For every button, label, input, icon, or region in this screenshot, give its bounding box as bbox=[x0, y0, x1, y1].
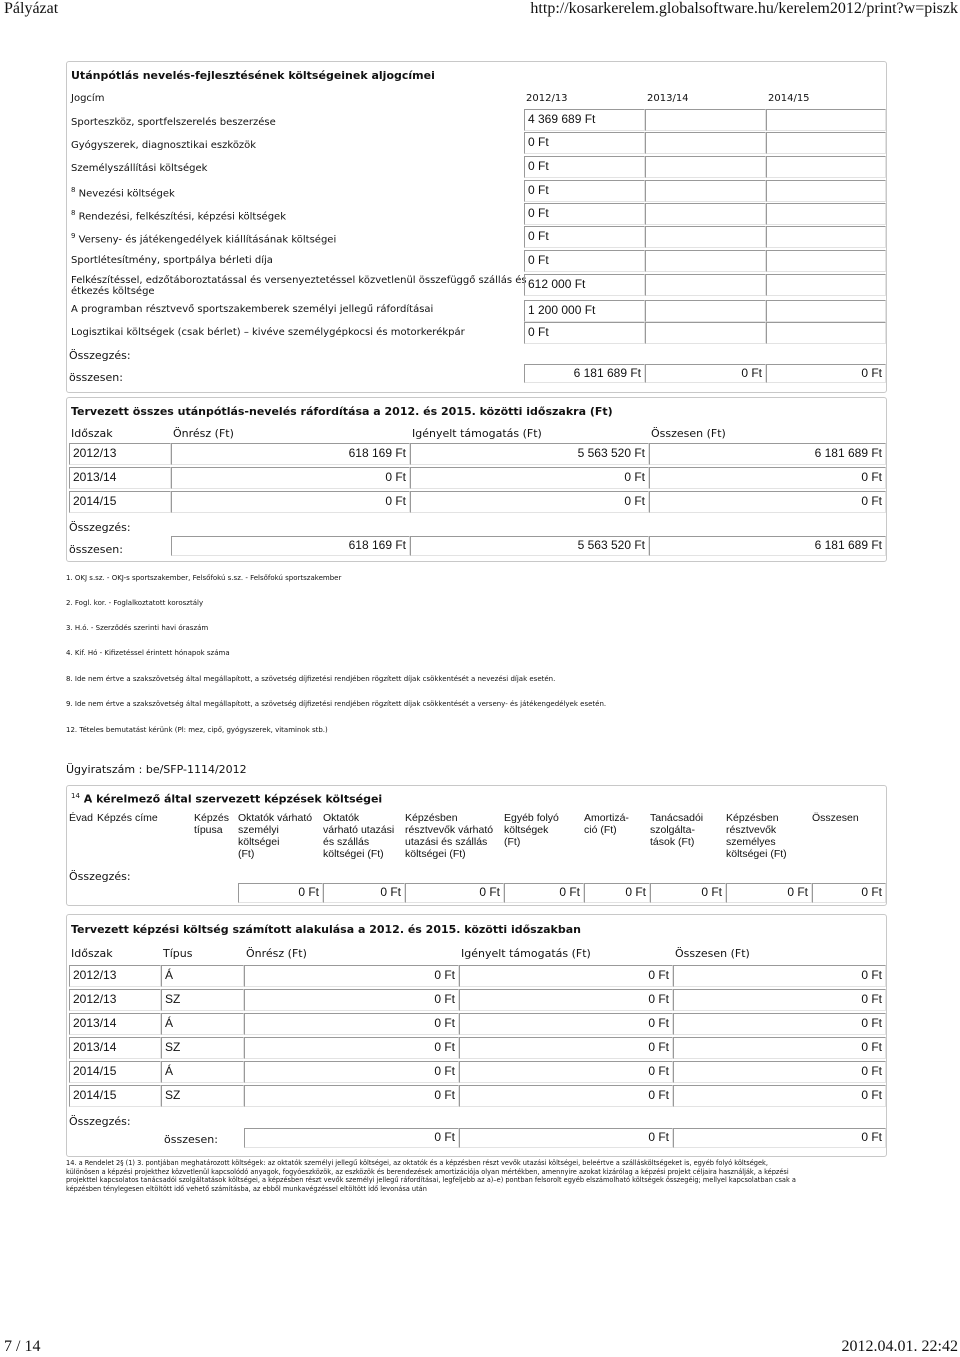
total-cell: 0 Ft bbox=[649, 491, 886, 513]
requested-cell: 0 Ft bbox=[410, 467, 649, 489]
period-cell: 2014/15 bbox=[69, 1061, 161, 1083]
footnote-line: képzésben ténylegesen eltöltött idő vehető számításba, az ebből munkavégzéssel eltöltött idő levonása után bbox=[66, 1184, 427, 1193]
requested-cell: 0 Ft bbox=[459, 1013, 673, 1035]
col-header-2014-15: 2014/15 bbox=[768, 93, 810, 104]
own-share-cell: 0 Ft bbox=[244, 1013, 459, 1035]
col-header bbox=[97, 812, 158, 824]
own-share-cell: 0 Ft bbox=[244, 965, 459, 987]
value-2014-15 bbox=[766, 109, 886, 131]
note-line: 9. Ide nem értve a szakszövetség által megállapított, a szövetség díjfizetési rendjében rögzített díjak csökkentését a verseny- és játékengedélyek esetén. bbox=[66, 700, 607, 708]
summary-label: Összegzés: bbox=[69, 870, 131, 883]
col-header-line: résztvevők várható bbox=[405, 824, 494, 836]
col-header-line: szolgálta- bbox=[650, 824, 695, 836]
total-cell: 0 Ft bbox=[673, 965, 886, 987]
col-header bbox=[405, 812, 493, 860]
col-header-line: költségek bbox=[504, 824, 549, 836]
col-header bbox=[194, 812, 229, 836]
period-cell: 2014/15 bbox=[69, 491, 171, 513]
col-header bbox=[323, 812, 394, 860]
col-header-line: résztvevők bbox=[726, 824, 777, 836]
own-share-cell: 0 Ft bbox=[171, 467, 410, 489]
col-header bbox=[238, 812, 312, 860]
col-header-line: (Ft) bbox=[238, 848, 255, 860]
period-cell: 2013/14 bbox=[69, 1013, 161, 1035]
period-cell: 2012/13 bbox=[69, 443, 171, 465]
col-header-line: és szállás bbox=[323, 836, 370, 848]
col-header-line: Képzés bbox=[194, 812, 230, 824]
total-own-share: 0 Ft bbox=[244, 1128, 459, 1148]
value-2013-14 bbox=[645, 132, 766, 154]
col-header-own-share: Önrész (Ft) bbox=[246, 947, 307, 960]
total-cell: 0 Ft bbox=[673, 1085, 886, 1107]
value-2012-13: 0 Ft bbox=[524, 250, 645, 272]
row-label bbox=[71, 140, 256, 151]
value-2012-13: 0 Ft bbox=[524, 156, 645, 178]
total-requested: 0 Ft bbox=[459, 1128, 673, 1148]
note-line: 4. Kif. Hó - Kifizetéssel érintett hónapok száma bbox=[66, 649, 230, 657]
col-header-line: Oktatók bbox=[323, 812, 360, 824]
title-footnote-mark: 14 bbox=[71, 792, 80, 800]
section-planned-total bbox=[66, 397, 887, 562]
total-label: összesen: bbox=[164, 1133, 218, 1146]
value-2012-13: 4 369 689 Ft bbox=[524, 109, 645, 131]
total-2013-14: 0 Ft bbox=[645, 364, 766, 383]
total-overall: 6 181 689 Ft bbox=[649, 536, 886, 556]
value-2013-14 bbox=[645, 250, 766, 272]
requested-cell: 0 Ft bbox=[459, 1085, 673, 1107]
period-cell: 2013/14 bbox=[69, 467, 171, 489]
row-label bbox=[71, 186, 175, 199]
col-header-line: költségei (Ft) bbox=[405, 848, 466, 860]
own-share-cell: 0 Ft bbox=[244, 1085, 459, 1107]
value-2012-13: 1 200 000 Ft bbox=[524, 300, 645, 322]
section-training-cost-calc bbox=[66, 914, 887, 1157]
col-header-total: Összesen (Ft) bbox=[651, 427, 726, 440]
col-header-line: Képzés címe bbox=[97, 812, 158, 824]
col-header-line: költségei (Ft) bbox=[323, 848, 384, 860]
footnote-mark: 9 bbox=[71, 232, 76, 240]
col-header bbox=[504, 812, 559, 848]
value-2013-14 bbox=[645, 109, 766, 131]
training-total-cell: 0 Ft bbox=[812, 883, 886, 903]
row-label-text: Nevezési költségek bbox=[78, 188, 175, 200]
requested-cell: 5 563 520 Ft bbox=[410, 443, 649, 465]
col-header-2013-14: 2013/14 bbox=[647, 93, 689, 104]
value-2014-15 bbox=[766, 300, 886, 322]
footnote-line: projekttel kapcsolatos tanácsadói szolgáltatások költségei, a képzésben részt vevők személyi jellegű ráfordításai, legfeljebb az a)–e) pontban felsorolt egyéb elszámolható költségek összegéig; mellyel kapcsolatban csak a bbox=[66, 1176, 796, 1184]
own-share-cell: 0 Ft bbox=[244, 989, 459, 1011]
value-2013-14 bbox=[645, 300, 766, 322]
col-header-total: Összesen (Ft) bbox=[675, 947, 750, 960]
requested-cell: 0 Ft bbox=[410, 491, 649, 513]
col-header-line: Összesen bbox=[812, 812, 859, 824]
summary-label: Összegzés: bbox=[69, 1115, 131, 1128]
footnote-line: különösen a képzési projekthez közvetlenül kapcsolódó anyagok, fogyóeszközök, az eszközök és berendezések amortizációja olyan mértékben, amennyire azokat kizárólag a képzési projekt céljaira használják, a képzési bbox=[66, 1167, 789, 1176]
row-label bbox=[71, 232, 336, 245]
value-2013-14 bbox=[645, 226, 766, 248]
row-label bbox=[71, 209, 286, 222]
col-header-requested: Igényelt támogatás (Ft) bbox=[461, 947, 591, 960]
col-header-line: tások (Ft) bbox=[650, 836, 695, 848]
value-2012-13: 0 Ft bbox=[524, 132, 645, 154]
training-total-cell: 0 Ft bbox=[323, 883, 405, 903]
value-2014-15 bbox=[766, 132, 886, 154]
training-total-cell: 0 Ft bbox=[405, 883, 504, 903]
summary-label: Összegzés: bbox=[69, 521, 131, 534]
col-header-type: Típus bbox=[163, 947, 193, 960]
type-cell: SZ bbox=[161, 1085, 244, 1107]
type-cell: Á bbox=[161, 1061, 244, 1083]
requested-cell: 0 Ft bbox=[459, 965, 673, 987]
col-header-line: költségei (Ft) bbox=[726, 848, 787, 860]
section-cost-subcategories bbox=[66, 61, 887, 393]
value-2013-14 bbox=[645, 180, 766, 202]
col-header-line: költségei bbox=[238, 836, 280, 848]
col-header-2012-13: 2012/13 bbox=[526, 93, 568, 104]
total-cell: 0 Ft bbox=[673, 1037, 886, 1059]
row-label-text: Rendezési, felkészítési, képzési költségek bbox=[78, 211, 286, 223]
value-2013-14 bbox=[645, 322, 766, 344]
value-2014-15 bbox=[766, 322, 886, 344]
col-header-line: Tanácsadói bbox=[650, 812, 704, 824]
note-line: 12. Tételes bemutatást kérünk (Pl: mez, cipő, gyógyszerek, vitaminok stb.) bbox=[66, 726, 328, 734]
row-label-text: Sportlétesítmény, sportpálya bérleti díja bbox=[71, 255, 273, 266]
total-own-share: 618 169 Ft bbox=[171, 536, 410, 556]
own-share-cell: 0 Ft bbox=[244, 1037, 459, 1059]
period-cell: 2012/13 bbox=[69, 965, 161, 987]
own-share-cell: 618 169 Ft bbox=[171, 443, 410, 465]
col-header-line: személyi bbox=[238, 824, 279, 836]
total-label: összesen: bbox=[69, 371, 123, 384]
value-2014-15 bbox=[766, 156, 886, 178]
value-2014-15 bbox=[766, 203, 886, 225]
col-header-line: várható utazási bbox=[323, 824, 395, 836]
value-2013-14 bbox=[645, 203, 766, 225]
value-2012-13: 0 Ft bbox=[524, 322, 645, 344]
total-overall: 0 Ft bbox=[673, 1128, 886, 1148]
total-cell: 0 Ft bbox=[673, 989, 886, 1011]
summary-label: Összegzés: bbox=[69, 349, 131, 362]
col-header-requested: Igényelt támogatás (Ft) bbox=[412, 427, 542, 440]
value-2014-15 bbox=[766, 250, 886, 272]
col-header bbox=[812, 812, 859, 824]
training-total-cell: 0 Ft bbox=[504, 883, 584, 903]
type-cell: Á bbox=[161, 965, 244, 987]
row-label bbox=[71, 163, 207, 174]
total-cell: 0 Ft bbox=[649, 467, 886, 489]
value-2014-15 bbox=[766, 226, 886, 248]
section-title: Utánpótlás nevelés-fejlesztésének költségeinek aljogcímei bbox=[71, 69, 435, 82]
section-title bbox=[71, 792, 382, 806]
section-title: Tervezett képzési költség számított alakulása a 2012. és 2015. közötti időszakban bbox=[71, 923, 581, 936]
col-header bbox=[584, 812, 629, 836]
own-share-cell: 0 Ft bbox=[244, 1061, 459, 1083]
requested-cell: 0 Ft bbox=[459, 1037, 673, 1059]
value-2012-13: 0 Ft bbox=[524, 180, 645, 202]
training-total-cell: 0 Ft bbox=[584, 883, 650, 903]
row-label-text: Sporteszköz, sportfelszerelés beszerzése bbox=[71, 117, 276, 128]
col-header-line: Évad bbox=[69, 812, 93, 824]
col-header-line: Képzésben bbox=[726, 812, 779, 824]
value-2012-13: 612 000 Ft bbox=[524, 274, 645, 296]
col-header-line: Képzésben bbox=[405, 812, 458, 824]
total-label: összesen: bbox=[69, 543, 123, 556]
value-2012-13: 0 Ft bbox=[524, 226, 645, 248]
own-share-cell: 0 Ft bbox=[171, 491, 410, 513]
value-2013-14 bbox=[645, 156, 766, 178]
row-label bbox=[71, 117, 276, 128]
period-cell: 2013/14 bbox=[69, 1037, 161, 1059]
col-header-period: Időszak bbox=[71, 947, 113, 960]
col-header-line: személyes bbox=[726, 836, 776, 848]
col-header-period: Időszak bbox=[71, 427, 113, 440]
footnote-mark: 8 bbox=[71, 209, 76, 217]
print-datetime: 2012.04.01. 22:42 bbox=[841, 1338, 958, 1355]
requested-cell: 0 Ft bbox=[459, 989, 673, 1011]
total-requested: 5 563 520 Ft bbox=[410, 536, 649, 556]
col-header-line: utazási és szállás bbox=[405, 836, 488, 848]
type-cell: Á bbox=[161, 1013, 244, 1035]
row-label bbox=[71, 327, 465, 338]
footnote-line: 14. a Rendelet 2§ (1) 3. pontjában meghatározott költségek: az oktatók személyi jellegű költségei, az oktatók és a képzésben részt vevők utazási költségei, beleértve a szállásköltségeket is, egyéb folyó költségek, bbox=[66, 1159, 768, 1167]
note-line: 8. Ide nem értve a szakszövetség által megállapított, a szövetség díjfizetési rendjében rögzített díjak csökkentését a nevezési díjak esetén. bbox=[66, 675, 556, 683]
col-header-line: (Ft) bbox=[504, 836, 521, 848]
training-total-cell: 0 Ft bbox=[726, 883, 812, 903]
total-2014-15: 0 Ft bbox=[766, 364, 886, 383]
row-label-text: Gyógyszerek, diagnosztikai eszközök bbox=[71, 140, 257, 151]
row-label-text-cont: étkezés költsége bbox=[71, 286, 155, 297]
col-header bbox=[650, 812, 703, 848]
page-header-url: http://kosarkerelem.globalsoftware.hu/kerelem2012/print?w=piszk bbox=[530, 0, 958, 17]
row-label-text: Felkészítéssel, edzőtáboroztatással és versenyeztetéssel közvetlenül összefüggő szállás és bbox=[71, 275, 527, 286]
row-label bbox=[71, 255, 273, 266]
col-header-line: Amortizá- bbox=[584, 812, 629, 824]
training-total-cell: 0 Ft bbox=[650, 883, 726, 903]
row-label bbox=[71, 304, 433, 315]
page-header-title: Pályázat bbox=[4, 0, 59, 17]
col-header bbox=[726, 812, 787, 860]
period-cell: 2012/13 bbox=[69, 989, 161, 1011]
row-label-text: A programban résztvevő sportszakemberek személyi jellegű ráfordításai bbox=[71, 304, 434, 315]
type-cell: SZ bbox=[161, 989, 244, 1011]
value-2013-14 bbox=[645, 274, 766, 296]
section-title-text: A kérelmező által szervezett képzések költségei bbox=[83, 792, 383, 806]
value-2014-15 bbox=[766, 274, 886, 296]
row-label-text: Személyszállítási költségek bbox=[71, 163, 208, 174]
section-title: Tervezett összes utánpótlás-nevelés ráfordítása a 2012. és 2015. közötti időszakra (Ft) bbox=[71, 405, 613, 418]
col-header-line: Oktatók várható bbox=[238, 812, 313, 824]
training-total-cell: 0 Ft bbox=[238, 883, 323, 903]
value-2014-15 bbox=[766, 180, 886, 202]
note-line: 1. OKJ s.sz. - OKJ-s sportszakember, Felsőfokú s.sz. - Felsőfokú sportszakember bbox=[66, 574, 342, 582]
row-label bbox=[71, 275, 527, 297]
col-header bbox=[69, 812, 93, 824]
note-line: 2. Fogl. kor. - Foglalkoztatott korosztály bbox=[66, 599, 204, 607]
row-label-text: Logisztikai költségek (csak bérlet) – kivéve személygépkocsi és motorkerékpár bbox=[71, 327, 465, 338]
col-header-line: ció (Ft) bbox=[584, 824, 617, 836]
footnote-mark: 8 bbox=[71, 186, 76, 194]
total-2012-13: 6 181 689 Ft bbox=[524, 364, 645, 383]
page-number: 7 / 14 bbox=[4, 1338, 41, 1355]
row-label-text: Verseny- és játékengedélyek kiállításának költségei bbox=[78, 234, 337, 246]
period-cell: 2014/15 bbox=[69, 1085, 161, 1107]
type-cell: SZ bbox=[161, 1037, 244, 1059]
col-header-jogcim: Jogcím bbox=[71, 93, 105, 104]
note-line: 3. H.ó. - Szerződés szerinti havi óraszám bbox=[66, 624, 209, 632]
value-2012-13: 0 Ft bbox=[524, 203, 645, 225]
section-trainings bbox=[66, 785, 887, 906]
col-header-own-share: Önrész (Ft) bbox=[173, 427, 234, 440]
total-cell: 0 Ft bbox=[673, 1013, 886, 1035]
col-header-line: Egyéb folyó bbox=[504, 812, 559, 824]
col-header-line: típusa bbox=[194, 824, 223, 836]
file-number: Ügyiratszám : be/SFP-1114/2012 bbox=[66, 763, 247, 776]
requested-cell: 0 Ft bbox=[459, 1061, 673, 1083]
total-cell: 6 181 689 Ft bbox=[649, 443, 886, 465]
total-cell: 0 Ft bbox=[673, 1061, 886, 1083]
